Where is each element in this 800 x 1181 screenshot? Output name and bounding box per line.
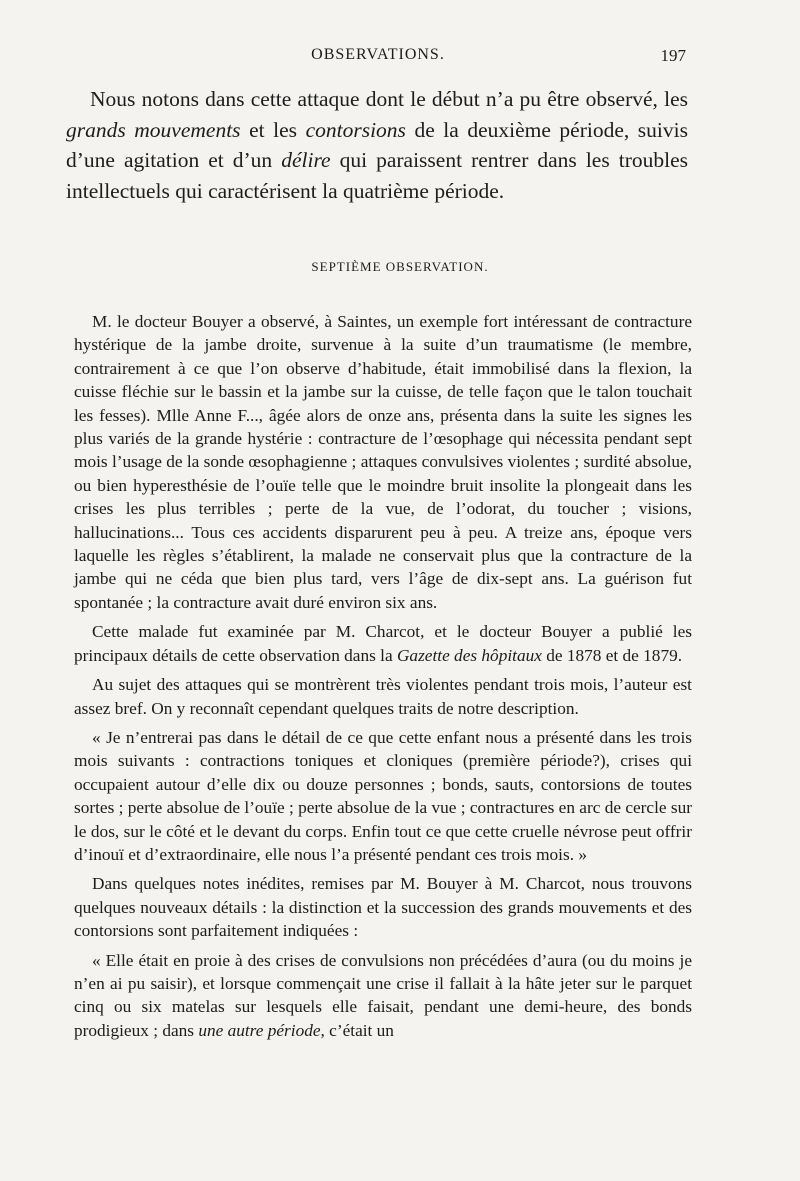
body-paragraph bbox=[74, 620, 692, 667]
text-run: qui paraissent rentrer dans les troubles intellectuels qui caractérisent la quatrième période. bbox=[66, 148, 688, 203]
running-title: OBSERVATIONS. bbox=[311, 46, 445, 63]
page-number: 197 bbox=[660, 46, 686, 65]
text-run: « Elle était en proie à des crises de convulsions non précédées d’aura (ou du moins je n’en ai pu saisir), et lorsque commençait une crise il fallait à la hâte jeter sur le parquet cinq ou six matelas sur lesquels elle faisait, pendant une demi-heure, des bonds prodigieux ; dans bbox=[74, 950, 692, 1040]
italic-text-run: contorsions bbox=[305, 117, 406, 142]
lead-paragraph-block bbox=[66, 84, 688, 206]
text-run: de 1878 et de 1879. bbox=[541, 645, 683, 665]
italic-text-run: délire bbox=[281, 148, 331, 172]
text-run: et les bbox=[240, 117, 306, 142]
text-run: « Je n’entrerai pas dans le détail de ce que cette enfant nous a présenté dans les trois mois suivants : contractions toniques et cloniques (première période?), crises qui occupaient autour d’elle dix ou douze personnes ; bonds, sauts, contorsions de toutes sortes ; perte absolue de l’ouïe ; perte absolue de la vue ; contractures en arc de cercle sur le dos, sur le côté et le devant du corps. Enfin tout ce que cette cruelle névrose peut offrir d’inouï et d’extraordinaire, elle nous l’a présenté pendant ces trois mois. » bbox=[74, 727, 693, 864]
body-paragraph bbox=[74, 726, 692, 866]
text-run: de la deuxième période, suivis d’une agitation et d’un bbox=[66, 117, 688, 172]
lead-paragraph bbox=[66, 84, 688, 206]
italic-text-run: une autre période bbox=[198, 1020, 321, 1040]
body-paragraph bbox=[74, 310, 692, 614]
text-run: Au sujet des attaques qui se montrèrent très violentes pendant trois mois, l’auteur est assez bref. On y reconnaît cependant quelques traits de notre description. bbox=[74, 675, 692, 718]
body-paragraph bbox=[74, 949, 692, 1043]
body-paragraph bbox=[74, 673, 692, 720]
text-run: Dans quelques notes inédites, remises par M. Bouyer à M. Charcot, nous trouvons quelques nouveaux détails : la distinction et la succession des grands mouvements et des contorsions sont parfaitement indiquées : bbox=[74, 874, 692, 941]
section-heading: SEPTIÈME OBSERVATION. bbox=[311, 259, 489, 274]
italic-text-run: Gazette des hôpitaux bbox=[396, 645, 542, 665]
text-run: , c’était un bbox=[320, 1020, 394, 1040]
observation-body bbox=[74, 310, 692, 1048]
body-paragraph bbox=[74, 872, 692, 942]
page-header bbox=[70, 46, 686, 72]
text-run: Cette malade fut examinée par M. Charcot, et le docteur Bouyer a publié les principaux détails de cette observation dans la bbox=[74, 622, 692, 665]
italic-text-run: grands mouvements bbox=[66, 117, 241, 142]
text-run: M. le docteur Bouyer a observé, à Saintes, un exemple fort intéressant de contracture hystérique de la jambe droite, survenue à la suite d’un traumatisme (le membre, contrairement à ce que l’on observe d’habitude, était immobilisé dans la flexion, la cuisse fléchie sur le bassin et la jambe sur la cuisse, de telle façon que le talon touchait les fesses). Mlle Anne F..., âgée alors de onze ans, présenta dans la suite les signes les plus variés de la grande hystérie : contracture de l’œsophage qui nécessita pendant sept mois l’usage de la sonde œsophagienne ; attaques convulsives violentes ; surdité absolue, ou bien hyperesthésie de l’ouïe telle que le moindre bruit insolite la plongeait dans les crises les plus terribles ; perte de la vue, de l’odorat, du toucher ; visions, hallucinations... Tous ces accidents disparurent peu à peu. A treize ans, époque vers laquelle les règles s’établirent, la malade ne conservait plus que la contracture de la jambe qui ne céda que bien plus tard, vers l’âge de dix-sept ans. La guérison fut spontanée ; la contracture avait duré environ six ans. bbox=[74, 312, 692, 612]
text-run: Nous notons dans cette attaque dont le début n’a pu être observé, les bbox=[90, 87, 688, 111]
